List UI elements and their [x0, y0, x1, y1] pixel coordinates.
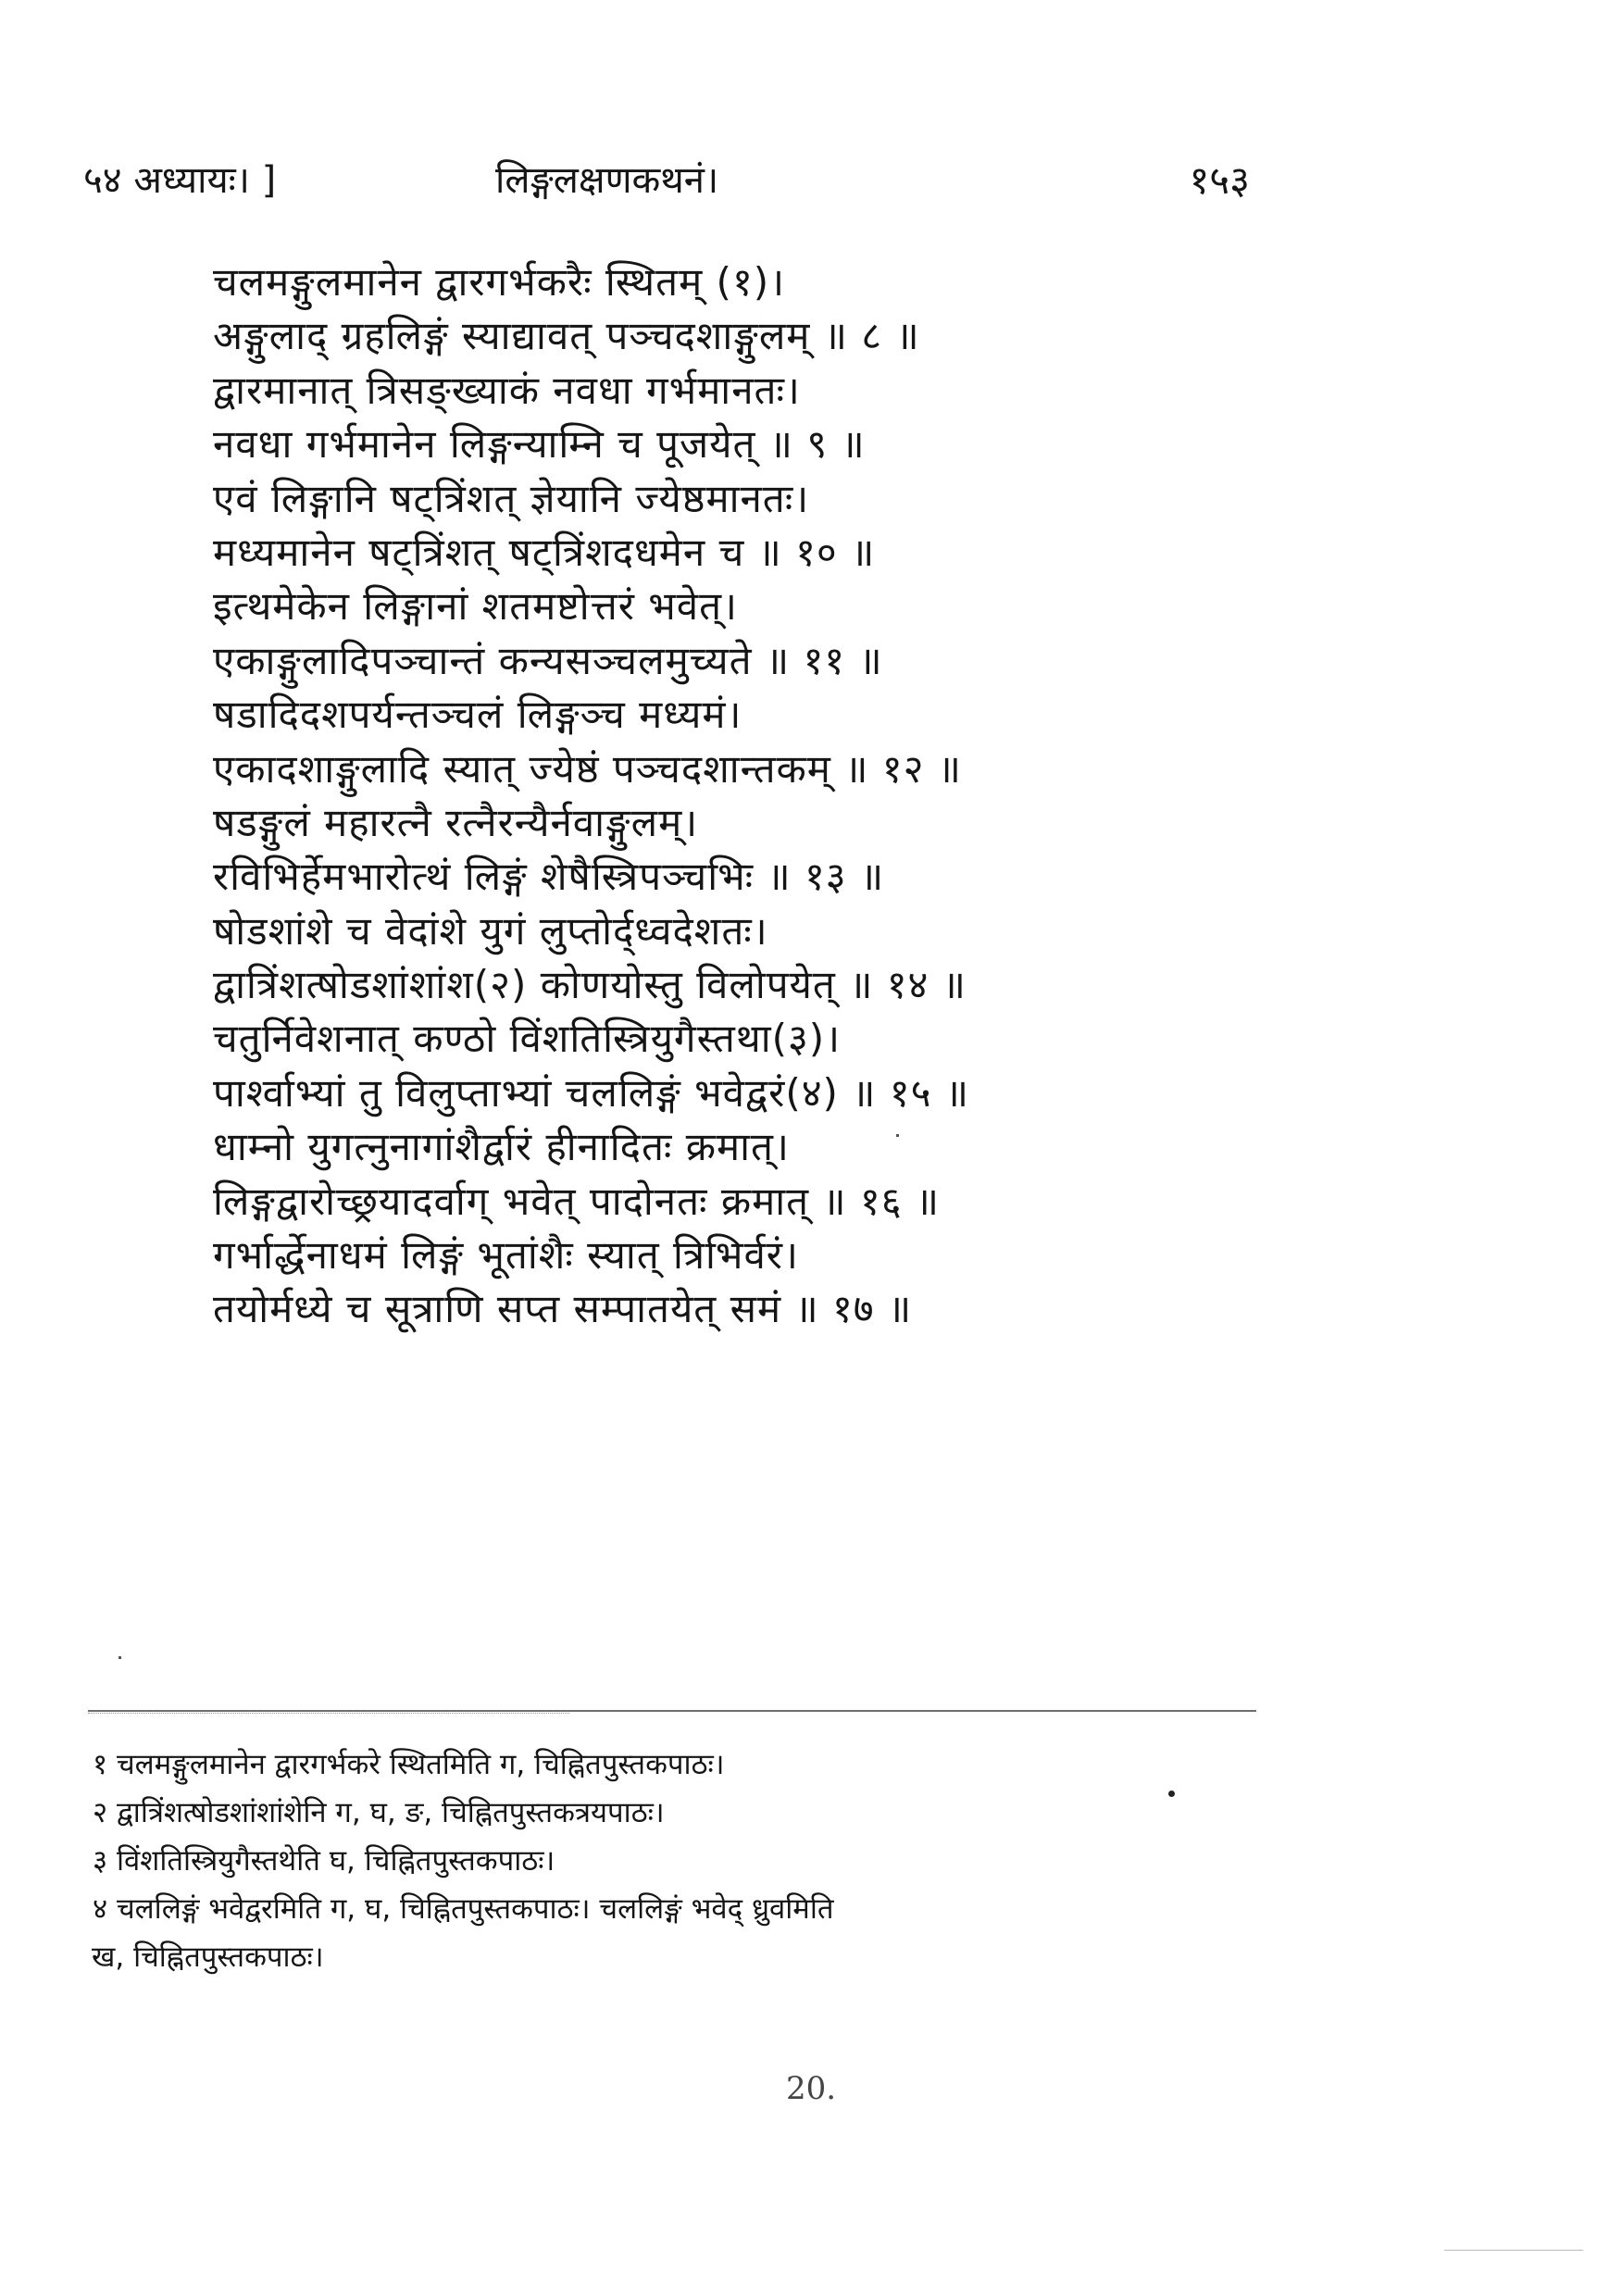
verse-line: एकादशाङ्गुलादि स्यात् ज्येष्ठं पञ्चदशान्तकम् ॥ १२ ॥ [213, 745, 962, 792]
footnote: १ चलमङ्गुलमानेन द्वारगर्भकरे स्थितमिति ग, चिह्नितपुस्तकपाठः। [93, 1748, 725, 1781]
verse-line: इत्थमेकेन लिङ्गानां शतमष्टोत्तरं भवेत्। [213, 583, 738, 630]
verse-line: रविभिर्हेमभारोत्थं लिङ्गं शेषैस्त्रिपञ्चभिः ॥ १३ ॥ [213, 854, 885, 900]
page-number: १५३ [1189, 157, 1250, 203]
chapter-label: ५४ अध्यायः। ] [83, 159, 277, 202]
verse-line: धाम्नो युगत्नुनागांशैर्द्वारं हीनादितः क्रमात्। [213, 1124, 790, 1170]
footnote: ४ चललिङ्गं भवेद्वरमिति ग, घ, चिह्नितपुस्तकपाठः। चललिङ्गं भवेद् ध्रुवमिति [93, 1892, 834, 1926]
verse-line: लिङ्गद्वारोच्छ्रयादर्वाग् भवेत् पादोनतः क्रमात् ॥ १६ ॥ [213, 1178, 941, 1224]
verse-line: नवधा गर्भमानेन लिङ्गन्याम्नि च पूजयेत् ॥ ९ ॥ [213, 421, 866, 468]
signature-mark: 20. [785, 2070, 837, 2107]
page-title: लिङ्गलक्षणकथनं। [495, 159, 719, 202]
verse-line: द्वात्रिंशत्षोडशांशांश(२) कोणयोस्तु विलोपयेत् ॥ १४ ॥ [213, 962, 967, 1008]
footnote-rule-dotted [88, 1713, 569, 1714]
verse-line: एकाङ्गुलादिपञ्चान्तं कन्यसञ्चलमुच्यते ॥ ११ ॥ [213, 637, 883, 683]
print-speck [896, 1134, 899, 1137]
verse-block [213, 256, 1398, 1337]
verse-line: षडादिदशपर्यन्तञ्चलं लिङ्गञ्च मध्यमं। [213, 692, 742, 738]
verse-line: द्वारमानात् त्रिसङ्ख्याकं नवधा गर्भमानतः। [213, 367, 801, 413]
footnote: २ द्वात्रिंशत्षोडशांशांशेनि ग, घ, ङ, चिह्नितपुस्तकत्रयपाठः। [93, 1796, 665, 1829]
verse-line: एवं लिङ्गानि षट्त्रिंशत् ज्ञेयानि ज्येष्ठमानतः। [213, 475, 810, 521]
running-header [83, 153, 1250, 218]
footnote-continuation: ख, चिह्नितपुस्तकपाठः। [92, 1940, 324, 1974]
verse-line: अङ्गुलाद् ग्रहलिङ्गं स्याद्यावत् पञ्चदशाङ्गुलम् ॥ ८ ॥ [213, 313, 920, 359]
print-speck [119, 1656, 121, 1659]
verse-line: चतुर्निवेशनात् कण्ठो विंशतिस्त्रियुगैस्तथा(३)। [213, 1016, 842, 1062]
verse-line: षडङ्गुलं महारत्नै रत्नैरन्यैर्नवाङ्गुलम्। [213, 799, 699, 845]
verse-line: गर्भार्द्धेनाधमं लिङ्गं भूतांशैः स्यात् त्रिभिर्वरं। [213, 1232, 799, 1279]
verse-line: षोडशांशे च वेदांशे युगं लुप्तोर्द्ध्वदेशतः। [213, 907, 768, 954]
verse-line: पार्श्वाभ्यां तु विलुप्ताभ्यां चललिङ्गं भवेद्वरं(४) ॥ १५ ॥ [213, 1069, 969, 1116]
scan-edge-mark [1444, 2250, 1583, 2251]
verse-line: चलमङ्गुलमानेन द्वारगर्भकरैः स्थितम् (१)। [213, 259, 786, 305]
verse-line: मध्यमानेन षट्त्रिंशत् षट्त्रिंशदधमेन च ॥ १० ॥ [213, 529, 876, 575]
footnote-rule [88, 1710, 1256, 1712]
footnote: ३ विंशतिस्त्रियुगैस्तथेति घ, चिह्नितपुस्तकपाठः। [93, 1844, 555, 1878]
print-speck [1168, 1791, 1175, 1797]
footnotes [93, 1741, 1296, 1981]
verse-line: तयोर्मध्ये च सूत्राणि सप्त सम्पातयेत् समं ॥ १७ ॥ [213, 1286, 913, 1332]
